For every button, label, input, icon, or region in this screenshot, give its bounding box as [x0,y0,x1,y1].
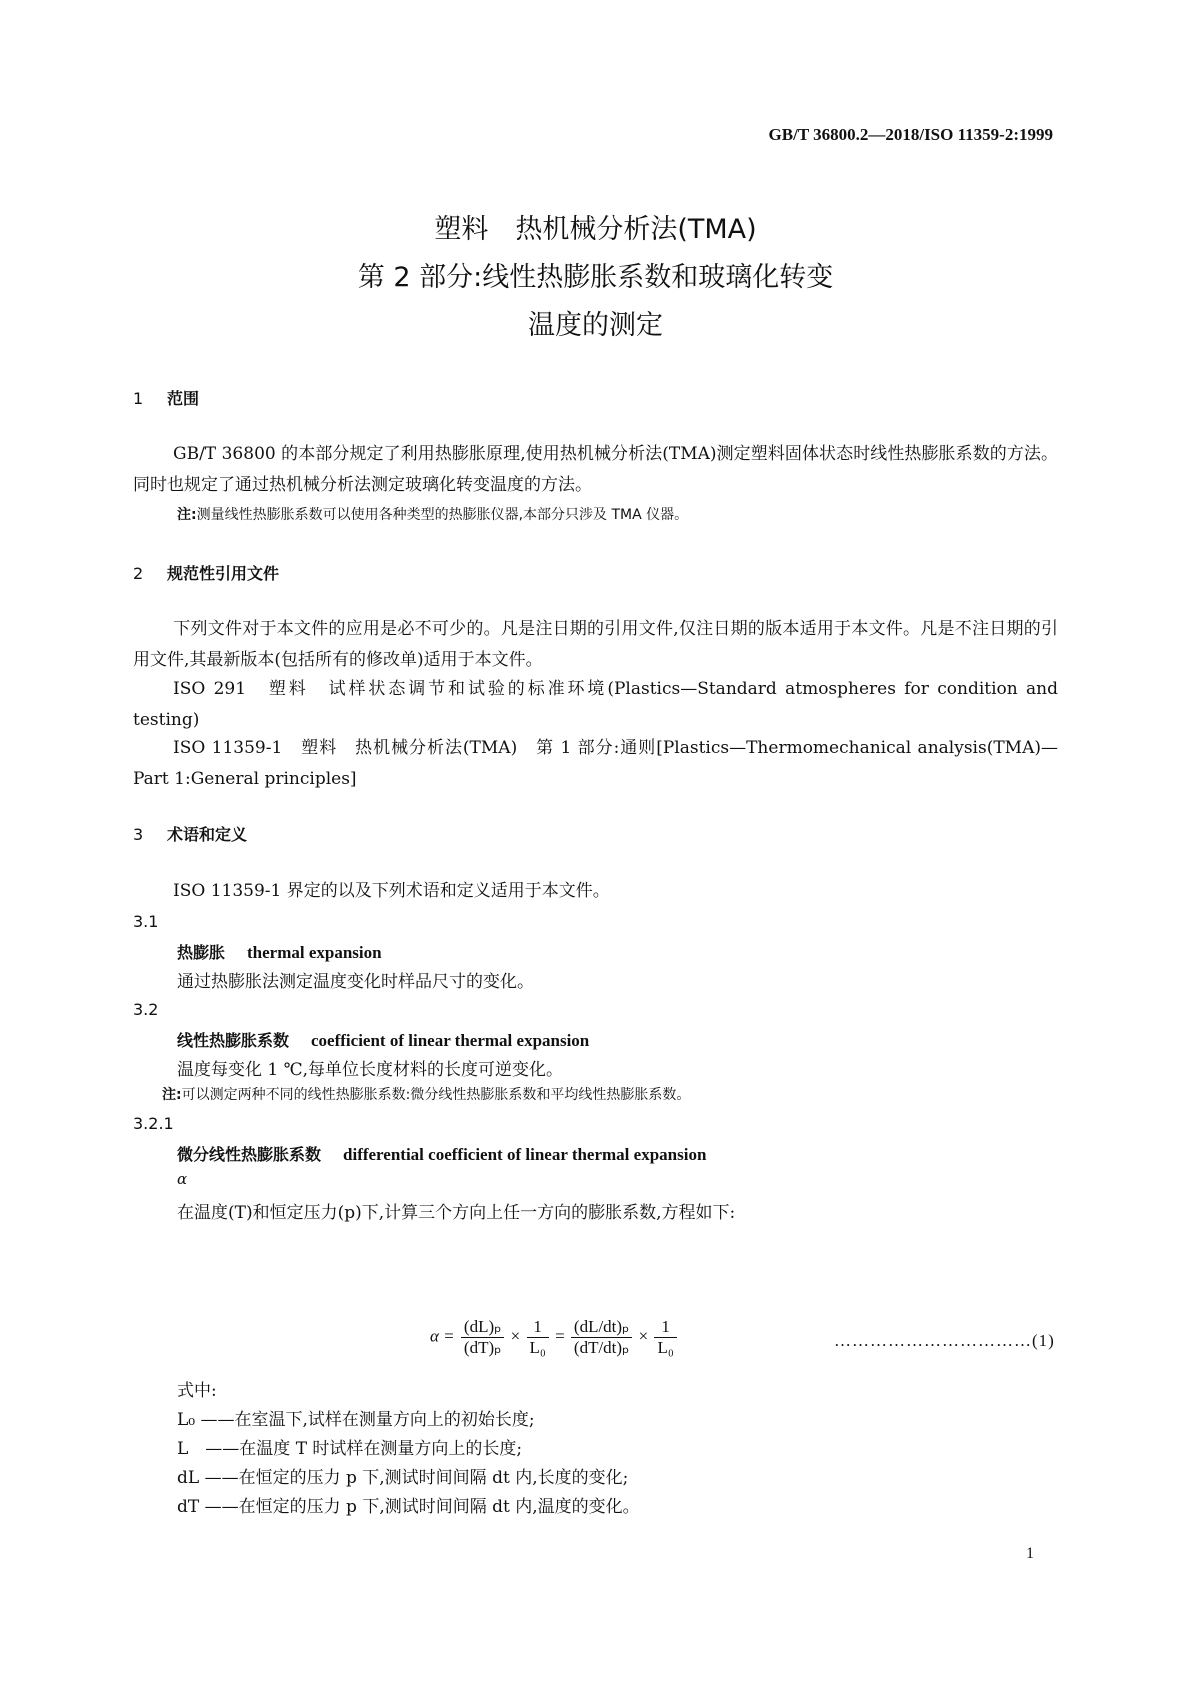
where-item-l0: L₀ ——在室温下,试样在测量方向上的初始长度; [177,1410,535,1430]
term-en: thermal expansion [247,943,382,962]
eq-fraction-1 [461,1317,505,1358]
eq-times: × [638,1326,649,1346]
term-3-2-1-symbol: α [177,1170,188,1188]
section-2-paragraph [133,614,1058,676]
term-en: differential coefficient of linear thermal expansion [343,1145,707,1164]
term-3-2-heading [177,1028,589,1051]
eq-numerator: (dL/dt)ₚ [571,1317,632,1338]
note-text: 可以测定两种不同的线性热膨胀系数:微分线性热膨胀系数和平均线性热膨胀系数。 [181,1087,691,1103]
reference-iso-11359-1 [133,733,1058,795]
eq-denominator: L₀ [529,1338,546,1357]
eq-lhs: α = [430,1326,455,1346]
term-3-2-1-number: 3.2.1 [133,1114,174,1133]
section-number: 3 [133,825,144,844]
section-1-heading [133,386,199,409]
where-item-l: L ——在温度 T 时试样在测量方向上的长度; [177,1439,523,1459]
eq-numerator: 1 [527,1317,549,1338]
eq-denominator: (dT)ₚ [463,1338,502,1357]
term-3-2-1-definition: 在温度(T)和恒定压力(p)下,计算三个方向上任一方向的膨胀系数,方程如下: [177,1203,736,1223]
where-item-dt: dT ——在恒定的压力 p 下,测试时间间隔 dt 内,温度的变化。 [177,1497,640,1517]
term-3-1-heading [177,940,382,963]
paragraph-text: 下列文件对于本文件的应用是必不可少的。凡是注日期的引用文件,仅注日期的版本适用于本文件。凡是不注日期的引用文件,其最新版本(包括所有的修改单)适用于本文件。 [133,619,1058,670]
eq-fraction-2 [527,1317,549,1358]
term-3-1-definition: 通过热膨胀法测定温度变化时样品尺寸的变化。 [177,972,534,992]
equation-1 [430,1317,679,1358]
term-3-2-number: 3.2 [133,1000,159,1019]
page-number: 1 [1026,1545,1034,1562]
section-number: 2 [133,564,144,583]
eq-numerator: (dL)ₚ [461,1317,505,1338]
term-3-1-number: 3.1 [133,912,159,931]
title-line1: 塑料 热机械分析法(TMA) [434,214,757,245]
term-cn: 热膨胀 [177,943,226,962]
eq-times: × [510,1326,521,1346]
where-label: 式中: [177,1381,217,1401]
paragraph-text: ISO 11359-1 界定的以及下列术语和定义适用于本文件。 [173,881,610,901]
reference-text: ISO 11359-1 塑料 热机械分析法(TMA) 第 1 部分:通则[Plastics—Thermomechanical analysis(TMA)—Part 1:General principles] [133,738,1058,789]
section-2-heading [133,561,279,584]
eq-equals: = [555,1326,565,1346]
section-1-note [177,504,688,524]
note-label: 注: [162,1087,182,1103]
eq-numerator: 1 [654,1317,676,1338]
term-3-2-definition: 温度每变化 1 ℃,每单位长度材料的长度可逆变化。 [177,1060,564,1080]
term-cn: 线性热膨胀系数 [177,1031,290,1050]
term-3-2-note [162,1084,690,1104]
note-label: 注: [177,507,197,523]
note-text: 测量线性热膨胀系数可以使用各种类型的热膨胀仪器,本部分只涉及 TMA 仪器。 [196,507,689,523]
eq-denominator: L₀ [657,1338,674,1357]
section-title: 范围 [167,389,200,408]
eq-fraction-4 [654,1317,676,1358]
equation-number: ……………………………(1) [834,1331,1055,1350]
term-en: coefficient of linear thermal expansion [311,1031,590,1050]
reference-text: ISO 291 塑料 试样状态调节和试验的标准环境(Plastics—Standard atmospheres for condition and testing) [133,679,1058,730]
eq-fraction-3 [571,1317,632,1358]
eq-denominator: (dT/dt)ₚ [573,1338,630,1357]
term-cn: 微分线性热膨胀系数 [177,1145,322,1164]
section-title: 术语和定义 [167,825,248,844]
title-line2: 第 2 部分:线性热膨胀系数和玻璃化转变 [357,262,834,293]
section-3-intro [133,876,1058,907]
standard-header: GB/T 36800.2—2018/ISO 11359-2:1999 [768,125,1053,144]
section-number: 1 [133,389,144,408]
reference-iso-291 [133,674,1058,736]
title-line3: 温度的测定 [528,310,663,341]
section-3-heading [133,822,247,845]
paragraph-text: GB/T 36800 的本部分规定了利用热膨胀原理,使用热机械分析法(TMA)测定塑料固体状态时线性热膨胀系数的方法。同时也规定了通过热机械分析法测定玻璃化转变温度的方法。 [133,444,1058,495]
section-1-paragraph [133,439,1058,501]
where-item-dl: dL ——在恒定的压力 p 下,测试时间间隔 dt 内,长度的变化; [177,1468,629,1488]
term-3-2-1-heading [177,1142,706,1165]
section-title: 规范性引用文件 [167,564,280,583]
